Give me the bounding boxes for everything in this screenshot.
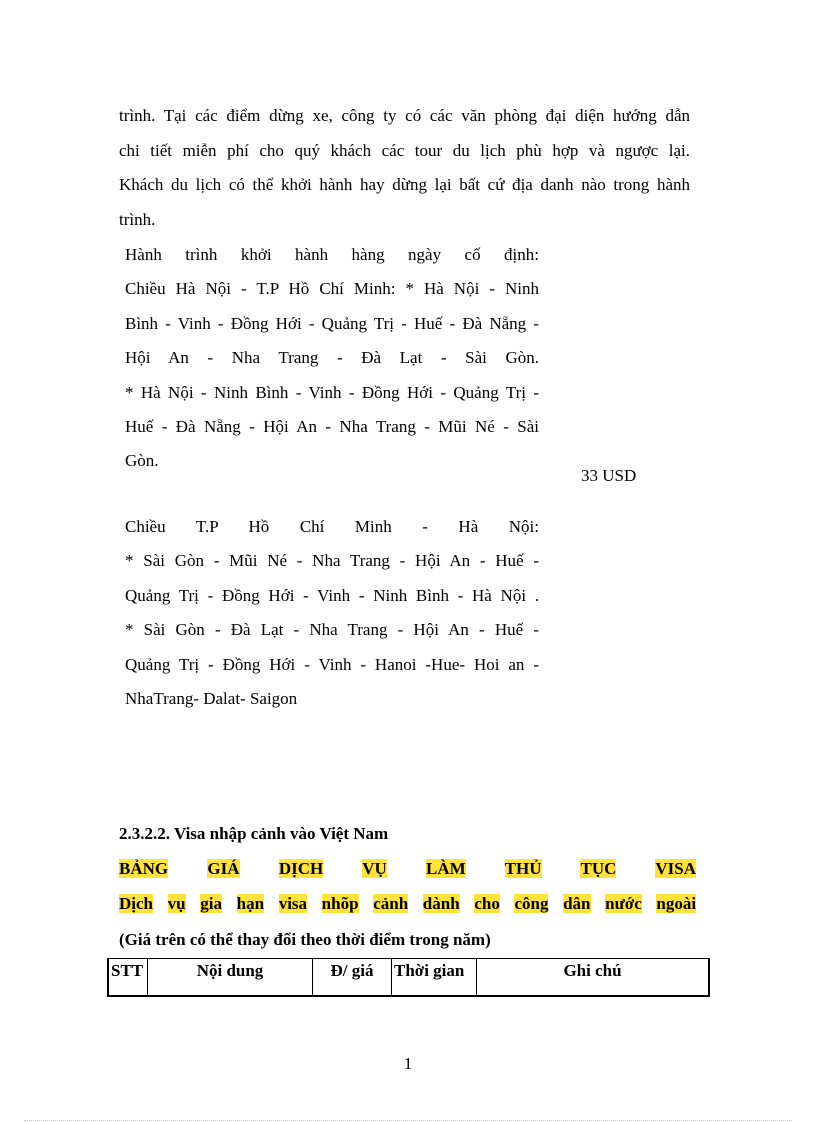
route-line: * Sài Gòn - Đà Lạt - Nha Trang - Hội An - Huế - xyxy=(125,620,539,640)
highlighted-word: visa xyxy=(278,894,308,913)
highlighted-word: gia xyxy=(200,894,222,913)
header-duration: Thời gian xyxy=(392,959,477,997)
header-unit-price: Đ/ giá xyxy=(313,959,392,997)
intro-line: trình. xyxy=(119,209,156,229)
highlighted-word: TỤC xyxy=(580,859,617,878)
highlighted-word: GIÁ xyxy=(207,859,240,878)
intro-line: Khách du lịch có thể khởi hành hay dừng lại bất cứ địa danh nào trong hành xyxy=(119,175,690,194)
highlighted-word: DỊCH xyxy=(278,859,324,878)
highlighted-word: vụ xyxy=(167,894,186,913)
route-line: Bình - Vinh - Đồng Hới - Quảng Trị - Huế - Đà Nẵng - xyxy=(125,313,539,333)
route-south-north xyxy=(125,510,539,716)
route-north-south xyxy=(125,238,539,479)
highlighted-word: Dịch xyxy=(119,894,153,913)
intro-paragraph xyxy=(119,99,690,237)
price-note: (Giá trên có thể thay đổi theo thời điểm trong năm) xyxy=(119,930,491,949)
page-number: 1 xyxy=(403,1054,413,1073)
intro-line: chi tiết miễn phí cho quý khách các tour du lịch phù hợp và ngược lại. xyxy=(119,140,690,160)
highlighted-word: dân xyxy=(563,894,591,913)
highlighted-word: ngoài xyxy=(656,894,697,913)
route-line: Chiều Hà Nội - T.P Hồ Chí Minh: * Hà Nội - Ninh xyxy=(125,279,539,299)
header-notes: Ghi chú xyxy=(477,959,710,997)
visa-price-title xyxy=(119,857,696,881)
route-price: 33 USD xyxy=(581,466,637,485)
visa-service-subtitle xyxy=(119,892,696,916)
highlighted-word: nhõp xyxy=(321,894,359,913)
highlighted-word: THỦ xyxy=(504,859,542,878)
highlighted-word: cảnh xyxy=(373,894,409,913)
highlighted-word: công xyxy=(514,894,549,913)
section-heading: 2.3.2.2. Visa nhập cảnh vào Việt Nam xyxy=(119,824,389,843)
route-line: Hội An - Nha Trang - Đà Lạt - Sài Gòn. xyxy=(125,348,539,368)
route-line: Quảng Trị - Đồng Hới - Vinh - Ninh Bình - Hà Nội . xyxy=(125,585,539,605)
route-line: NhaTrang- Dalat- Saigon xyxy=(125,689,298,709)
visa-price-table xyxy=(107,958,710,997)
route-line: Huế - Đà Nẵng - Hội An - Nha Trang - Mũi Né - Sài xyxy=(125,417,539,437)
route-line: * Sài Gòn - Mũi Né - Nha Trang - Hội An - Huế - xyxy=(125,551,539,571)
header-content: Nội dung xyxy=(148,959,313,997)
highlighted-word: nước xyxy=(605,894,642,913)
route-line: Quảng Trị - Đồng Hới - Vinh - Hanoi -Hue- Hoi an - xyxy=(125,654,539,674)
highlighted-word: VỤ xyxy=(362,859,387,878)
highlighted-word: VISA xyxy=(655,859,696,878)
highlighted-word: BẢNG xyxy=(119,859,169,878)
route-line: Chiều T.P Hồ Chí Minh - Hà Nội: xyxy=(125,517,539,536)
highlighted-word: hạn xyxy=(236,894,265,913)
route-line: * Hà Nội - Ninh Bình - Vinh - Đồng Hới - Quảng Trị - xyxy=(125,382,539,402)
header-stt: STT xyxy=(108,959,148,997)
route-line: Hành trình khởi hành hàng ngày cố định: xyxy=(125,245,539,264)
highlighted-word: LÀM xyxy=(426,859,466,878)
route-line: Gòn. xyxy=(125,451,159,471)
page-bottom-rule xyxy=(24,1120,792,1121)
highlighted-word: cho xyxy=(474,894,500,913)
table-header-row xyxy=(108,959,709,997)
highlighted-word: dành xyxy=(422,894,460,913)
intro-line: trình. Tại các điểm dừng xe, công ty có các văn phòng đại diện hướng dẫn xyxy=(119,106,690,125)
